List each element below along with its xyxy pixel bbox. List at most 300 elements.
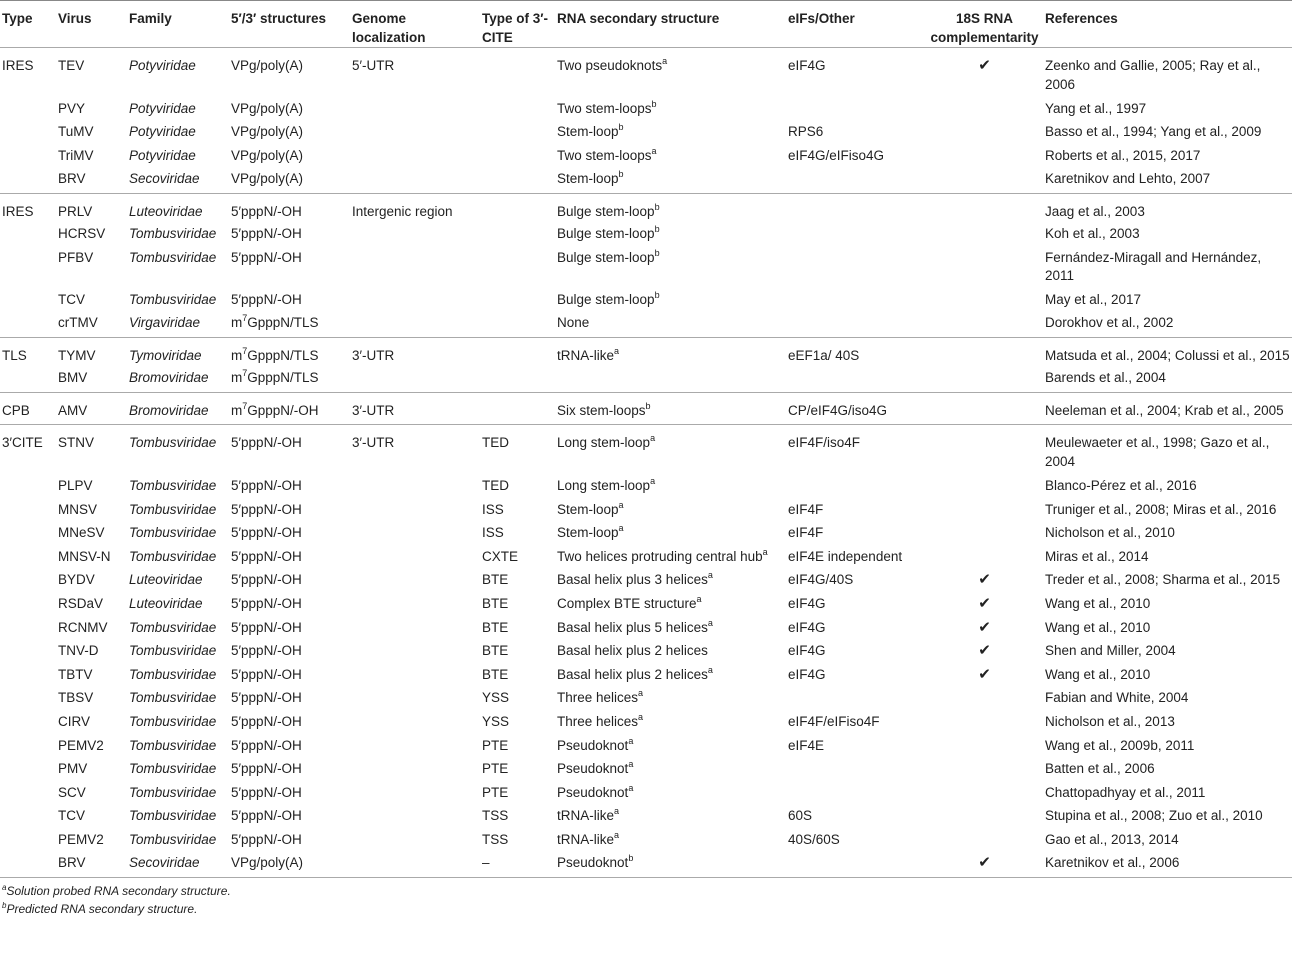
cell-type (0, 686, 58, 710)
cell-family: Tombusviridae (129, 619, 217, 635)
check-icon (924, 120, 1045, 144)
cell-rna: Three helices$^a$ (557, 711, 644, 729)
cell-eifs: eIF4F (788, 525, 824, 541)
cell-eifs (788, 193, 924, 222)
table-row (0, 288, 1292, 312)
cell-type (0, 167, 58, 193)
cell-eifs: eIF4G/40S (788, 572, 854, 588)
cell-rna: Two helices protruding central hub$^a$ (557, 546, 768, 564)
table-row (0, 781, 1292, 805)
cell-rna: None (557, 315, 590, 331)
cell-family: Tymoviridae (129, 347, 202, 363)
cell-virus: RCNMV (58, 619, 108, 635)
table-row (0, 757, 1292, 781)
cell-cite (482, 288, 557, 312)
cell-family: Potyviridae (129, 100, 196, 116)
cell-genome (352, 592, 482, 616)
cell-genome (352, 781, 482, 805)
check-icon: ✔ (978, 594, 991, 612)
check-icon (924, 167, 1045, 193)
cell-family: Tombusviridae (129, 761, 217, 777)
check-icon: ✔ (978, 571, 991, 589)
table-row (0, 521, 1292, 545)
cell-rna: Bulge stem-loop$^b$ (557, 201, 660, 219)
cell-refs: Basso et al., 1994; Yang et al., 2009 (1045, 124, 1262, 140)
cell-virus: SCV (58, 784, 86, 800)
cell-rna: Pseudoknot$^b$ (557, 853, 634, 871)
check-icon (924, 311, 1045, 337)
table-row (0, 639, 1292, 663)
cell-eifs (788, 311, 924, 337)
cell-virus: MNSV (58, 501, 98, 517)
check-icon (924, 521, 1045, 545)
header-eifs: eIFs/Other (788, 11, 855, 26)
cell-type (0, 521, 58, 545)
cell-eifs: 40S/60S (788, 831, 840, 847)
cell-genome (352, 366, 482, 392)
cell-refs: Koh et al., 2003 (1045, 226, 1140, 242)
header-family: Family (129, 11, 172, 26)
cell-genome: 5′-UTR (352, 58, 395, 73)
table-body (0, 48, 1292, 878)
cell-genome (352, 851, 482, 877)
cell-cite: CXTE (482, 548, 519, 564)
cell-eifs (788, 781, 924, 805)
cell-virus: MNeSV (58, 525, 105, 541)
check-icon (924, 366, 1045, 392)
table-row (0, 337, 1292, 366)
cell-cite: BTE (482, 595, 509, 611)
check-icon (924, 144, 1045, 168)
cell-rna: Basal helix plus 2 helices (557, 643, 708, 659)
cell-structures: 5′pppN/-OH (231, 690, 302, 706)
cell-virus: HCRSV (58, 226, 106, 242)
cell-refs: Wang et al., 2009b, 2011 (1045, 737, 1195, 753)
cell-refs: Zeenko and Gallie, 2005; Ray et al., 2006 (1045, 58, 1261, 92)
cell-family: Tombusviridae (129, 784, 217, 800)
cell-genome (352, 498, 482, 522)
cell-family: Tombusviridae (129, 249, 217, 265)
cell-structures: VPg/poly(A) (231, 855, 304, 871)
cell-eifs: eIF4F/eIFiso4F (788, 713, 880, 729)
cell-rna: Long stem-loop$^a$ (557, 433, 656, 451)
cell-rna: Two stem-loops$^a$ (557, 145, 657, 163)
cell-eifs: eIF4G (788, 619, 826, 635)
cell-rna: Stem-loop$^b$ (557, 122, 624, 140)
cell-refs: Miras et al., 2014 (1045, 548, 1149, 564)
cell-eifs: eIF4G/eIFiso4G (788, 147, 885, 163)
cell-structures: VPg/poly(A) (231, 58, 304, 73)
cell-structures: 5′pppN/-OH (231, 572, 302, 588)
cell-genome (352, 288, 482, 312)
table-row (0, 851, 1292, 877)
cell-type (0, 734, 58, 758)
cell-virus: BRV (58, 171, 86, 187)
cell-type: TLS (2, 347, 27, 363)
check-icon (924, 828, 1045, 852)
cell-family: Bromoviridae (129, 402, 209, 418)
check-icon (924, 804, 1045, 828)
cell-virus: TCV (58, 291, 85, 307)
table-row (0, 120, 1292, 144)
cell-structures: 5′pppN/-OH (231, 249, 302, 265)
cell-virus: PEMV2 (58, 831, 104, 847)
cell-family: Tombusviridae (129, 291, 217, 307)
cell-cite: BTE (482, 643, 509, 659)
cell-cite (482, 246, 557, 288)
cell-structures: $m^7GpppN$/TLS (231, 313, 319, 331)
cell-refs: Karetnikov and Lehto, 2007 (1045, 171, 1211, 187)
cell-type (0, 246, 58, 288)
cell-eifs: 60S (788, 808, 813, 824)
cell-rna: Stem-loop$^a$ (557, 523, 624, 541)
cell-structures: 5′pppN/-OH (231, 595, 302, 611)
cell-genome (352, 663, 482, 687)
cell-type (0, 616, 58, 640)
cell-refs: Shen and Miller, 2004 (1045, 643, 1176, 659)
cell-rna: Basal helix plus 2 helices$^a$ (557, 664, 713, 682)
cell-virus: PMV (58, 761, 88, 777)
footnote-b: $^b$Predicted RNA secondary structure. (2, 900, 198, 916)
cell-structures: 5′pppN/-OH (231, 808, 302, 824)
cell-structures: 5′pppN/-OH (231, 203, 302, 219)
check-icon (924, 425, 1045, 474)
cell-cite: BTE (482, 619, 509, 635)
cell-genome: 3′-UTR (352, 347, 395, 363)
cell-cite: ISS (482, 501, 504, 517)
cell-rna: Three helices$^a$ (557, 688, 644, 706)
cell-eifs (788, 167, 924, 193)
cell-family: Secoviridae (129, 171, 200, 187)
cell-genome (352, 545, 482, 569)
cell-cite (482, 222, 557, 246)
cell-virus: CIRV (58, 713, 91, 729)
cell-rna: Pseudoknot$^a$ (557, 759, 634, 777)
header-cite: Type of 3′-CITE (482, 11, 548, 45)
cell-cite (482, 366, 557, 392)
cell-rna: Basal helix plus 5 helices$^a$ (557, 617, 713, 635)
cell-rna: tRNA-like$^a$ (557, 345, 620, 363)
cell-structures: $m^7GpppN/-OH$ (231, 400, 319, 418)
table-row (0, 616, 1292, 640)
cell-cite (482, 97, 557, 121)
header-type: Type (2, 11, 33, 26)
cell-refs: Wang et al., 2010 (1045, 619, 1151, 635)
cell-structures: 5′pppN/-OH (231, 477, 302, 493)
cell-structures: VPg/poly(A) (231, 124, 304, 140)
table-row (0, 592, 1292, 616)
cell-rna: Complex BTE structure$^a$ (557, 593, 702, 611)
cell-family: Potyviridae (129, 147, 196, 163)
cell-eifs: eIF4G (788, 595, 826, 611)
table-row (0, 425, 1292, 474)
cell-family: Tombusviridae (129, 831, 217, 847)
check-icon (924, 474, 1045, 498)
check-icon (924, 710, 1045, 734)
cell-genome (352, 246, 482, 288)
check-icon: ✔ (978, 57, 991, 74)
cell-genome (352, 734, 482, 758)
cell-genome (352, 521, 482, 545)
cell-genome (352, 710, 482, 734)
cell-structures: VPg/poly(A) (231, 147, 304, 163)
header-structures: 5′/3′ structures (231, 11, 327, 26)
cell-cite: YSS (482, 713, 510, 729)
cell-cite: TED (482, 435, 509, 451)
check-icon (924, 498, 1045, 522)
cell-structures: VPg/poly(A) (231, 100, 304, 116)
cell-type (0, 568, 58, 592)
cell-rna: Two pseudoknots$^a$ (557, 56, 668, 73)
cell-virus: BRV (58, 855, 86, 871)
cell-cite (482, 167, 557, 193)
cell-cite: PTE (482, 737, 509, 753)
check-icon: ✔ (978, 854, 991, 872)
cell-family: Tombusviridae (129, 226, 217, 242)
cell-virus: TBSV (58, 690, 94, 706)
cell-eifs (788, 222, 924, 246)
cell-type (0, 781, 58, 805)
cell-cite: BTE (482, 572, 509, 588)
cell-type (0, 828, 58, 852)
cell-type (0, 757, 58, 781)
cell-family: Tombusviridae (129, 643, 217, 659)
check-icon (924, 757, 1045, 781)
cell-genome: 3′-UTR (352, 402, 395, 418)
cell-eifs: eIF4G (788, 58, 826, 73)
cell-refs: Stupina et al., 2008; Zuo et al., 2010 (1045, 808, 1263, 824)
check-icon (924, 337, 1045, 366)
cell-structures: 5′pppN/-OH (231, 619, 302, 635)
cell-genome (352, 639, 482, 663)
cell-eifs: eIF4G (788, 643, 826, 659)
check-icon (924, 193, 1045, 222)
table-row (0, 366, 1292, 392)
cell-type (0, 663, 58, 687)
cell-type (0, 804, 58, 828)
cell-family: Tombusviridae (129, 713, 217, 729)
cell-eifs (788, 851, 924, 877)
cell-family: Tombusviridae (129, 808, 217, 824)
cell-structures: 5′pppN/-OH (231, 666, 302, 682)
cell-family: Tombusviridae (129, 435, 217, 451)
cell-type: IRES (2, 203, 34, 219)
cell-refs: Barends et al., 2004 (1045, 370, 1166, 386)
cell-virus: TYMV (58, 347, 96, 363)
cell-type (0, 851, 58, 877)
cell-eifs (788, 757, 924, 781)
cell-structures: 5′pppN/-OH (231, 291, 302, 307)
cell-refs: Dorokhov et al., 2002 (1045, 315, 1174, 331)
cell-refs: Yang et al., 1997 (1045, 100, 1147, 116)
cell-family: Luteoviridae (129, 572, 203, 588)
cell-type (0, 545, 58, 569)
cell-structures: 5′pppN/-OH (231, 226, 302, 242)
cell-structures: 5′pppN/-OH (231, 831, 302, 847)
cell-family: Tombusviridae (129, 737, 217, 753)
cell-virus: AMV (58, 402, 88, 418)
cell-genome (352, 686, 482, 710)
cell-refs: Jaag et al., 2003 (1045, 203, 1145, 219)
cell-eifs: eIF4E (788, 737, 825, 753)
header-18s: 18S RNA complementarity (930, 11, 1039, 45)
cell-eifs: eIF4F/iso4F (788, 435, 861, 451)
cell-rna: Bulge stem-loop$^b$ (557, 224, 660, 242)
cell-refs: Wang et al., 2010 (1045, 666, 1151, 682)
cell-type: IRES (2, 58, 34, 73)
check-icon (924, 392, 1045, 425)
cell-eifs: eEF1a/ 40S (788, 347, 860, 363)
cell-cite: YSS (482, 690, 510, 706)
cell-genome (352, 828, 482, 852)
cell-refs: Matsuda et al., 2004; Colussi et al., 2015 (1045, 347, 1290, 363)
cell-rna: Pseudoknot$^a$ (557, 735, 634, 753)
table-row (0, 392, 1292, 425)
cell-virus: PEMV2 (58, 737, 104, 753)
check-icon (924, 246, 1045, 288)
cell-cite (482, 120, 557, 144)
cell-cite (482, 193, 557, 222)
cell-rna: tRNA-like$^a$ (557, 829, 620, 847)
table-row (0, 663, 1292, 687)
check-icon: ✔ (978, 665, 991, 683)
cell-type (0, 97, 58, 121)
table-row (0, 167, 1292, 193)
cell-genome (352, 616, 482, 640)
cell-cite: – (482, 855, 490, 871)
cell-refs: Roberts et al., 2015, 2017 (1045, 147, 1201, 163)
cell-structures: 5′pppN/-OH (231, 435, 302, 451)
check-icon (924, 545, 1045, 569)
cell-virus: STNV (58, 435, 95, 451)
header-virus: Virus (58, 11, 92, 26)
table-row (0, 311, 1292, 337)
cell-cite: TSS (482, 831, 509, 847)
cell-genome (352, 120, 482, 144)
check-icon: ✔ (978, 618, 991, 636)
cell-refs: Treder et al., 2008; Sharma et al., 2015 (1045, 572, 1281, 588)
cell-refs: Chattopadhyay et al., 2011 (1045, 784, 1206, 800)
table-row (0, 48, 1292, 97)
cell-genome (352, 167, 482, 193)
cell-family: Tombusviridae (129, 690, 217, 706)
cell-virus: TuMV (58, 124, 94, 140)
cell-genome (352, 311, 482, 337)
check-icon (924, 734, 1045, 758)
cell-eifs (788, 474, 924, 498)
table-row (0, 474, 1292, 498)
cell-virus: PVY (58, 100, 86, 116)
cell-structures: $m^7GpppN$/TLS (231, 345, 319, 363)
cell-eifs: eIF4F (788, 501, 824, 517)
cell-eifs: eIF4G (788, 666, 826, 682)
cell-structures: 5′pppN/-OH (231, 784, 302, 800)
cell-family: Luteoviridae (129, 203, 203, 219)
cell-genome (352, 144, 482, 168)
cell-type (0, 592, 58, 616)
table-row (0, 568, 1292, 592)
cell-cite (482, 48, 557, 97)
cell-refs: Blanco-Pérez et al., 2016 (1045, 477, 1197, 493)
cell-cite (482, 392, 557, 425)
cell-eifs (788, 246, 924, 288)
cell-type (0, 474, 58, 498)
cell-refs: Fernández-Miragall and Hernández, 2011 (1045, 249, 1262, 284)
check-icon (924, 97, 1045, 121)
cell-refs: Batten et al., 2006 (1045, 761, 1155, 777)
cell-genome (352, 568, 482, 592)
cell-type: 3′CITE (2, 435, 43, 451)
cell-type (0, 498, 58, 522)
cell-type (0, 311, 58, 337)
cell-refs: Wang et al., 2010 (1045, 595, 1151, 611)
cell-cite (482, 144, 557, 168)
cell-virus: TNV-D (58, 643, 99, 659)
cell-rna: Stem-loop$^a$ (557, 499, 624, 517)
cell-eifs: eIF4E independent (788, 548, 903, 564)
cell-family: Tombusviridae (129, 666, 217, 682)
header-genome: Genome localization (352, 11, 426, 45)
cell-rna: Six stem-loops$^b$ (557, 400, 651, 418)
cell-family: Virgaviridae (129, 315, 201, 331)
cell-genome (352, 474, 482, 498)
cell-refs: May et al., 2017 (1045, 291, 1142, 307)
cell-eifs: CP/eIF4G/iso4G (788, 402, 888, 418)
cell-structures: 5′pppN/-OH (231, 713, 302, 729)
cell-structures: 5′pppN/-OH (231, 643, 302, 659)
cell-rna: Bulge stem-loop$^b$ (557, 289, 660, 307)
cell-family: Potyviridae (129, 124, 196, 140)
cell-cite: PTE (482, 761, 509, 777)
cell-virus: TCV (58, 808, 85, 824)
check-icon (924, 288, 1045, 312)
cell-type: CPB (2, 402, 30, 418)
cell-eifs (788, 97, 924, 121)
footnote-a: $^a$Solution probed RNA secondary structure. (2, 882, 231, 898)
cell-cite (482, 311, 557, 337)
cell-refs: Karetnikov et al., 2006 (1045, 855, 1180, 871)
check-icon (924, 222, 1045, 246)
cell-structures: $m^7GpppN$/TLS (231, 368, 319, 386)
cell-type (0, 222, 58, 246)
cell-refs: Nicholson et al., 2013 (1045, 713, 1175, 729)
cell-cite: TSS (482, 808, 509, 824)
header-rna: RNA secondary structure (557, 11, 720, 26)
cell-virus: MNSV-N (58, 548, 111, 564)
cell-structures: 5′pppN/-OH (231, 501, 302, 517)
table-row (0, 804, 1292, 828)
cell-rna: Basal helix plus 3 helices$^a$ (557, 570, 713, 588)
cell-virus: BYDV (58, 572, 95, 588)
cell-genome: 3′-UTR (352, 435, 395, 451)
cell-structures: 5′pppN/-OH (231, 761, 302, 777)
cell-eifs: RPS6 (788, 124, 824, 140)
cell-structures: VPg/poly(A) (231, 171, 304, 187)
table-row (0, 545, 1292, 569)
cell-type (0, 710, 58, 734)
cell-family: Bromoviridae (129, 370, 209, 386)
check-icon (924, 686, 1045, 710)
header-refs: References (1045, 11, 1118, 26)
cell-virus: TriMV (58, 147, 94, 163)
table-row (0, 734, 1292, 758)
table-row (0, 686, 1292, 710)
cell-virus: TEV (58, 58, 85, 73)
cell-type (0, 288, 58, 312)
cell-refs: Nicholson et al., 2010 (1045, 525, 1175, 541)
cell-structures: 5′pppN/-OH (231, 737, 302, 753)
cell-genome (352, 222, 482, 246)
